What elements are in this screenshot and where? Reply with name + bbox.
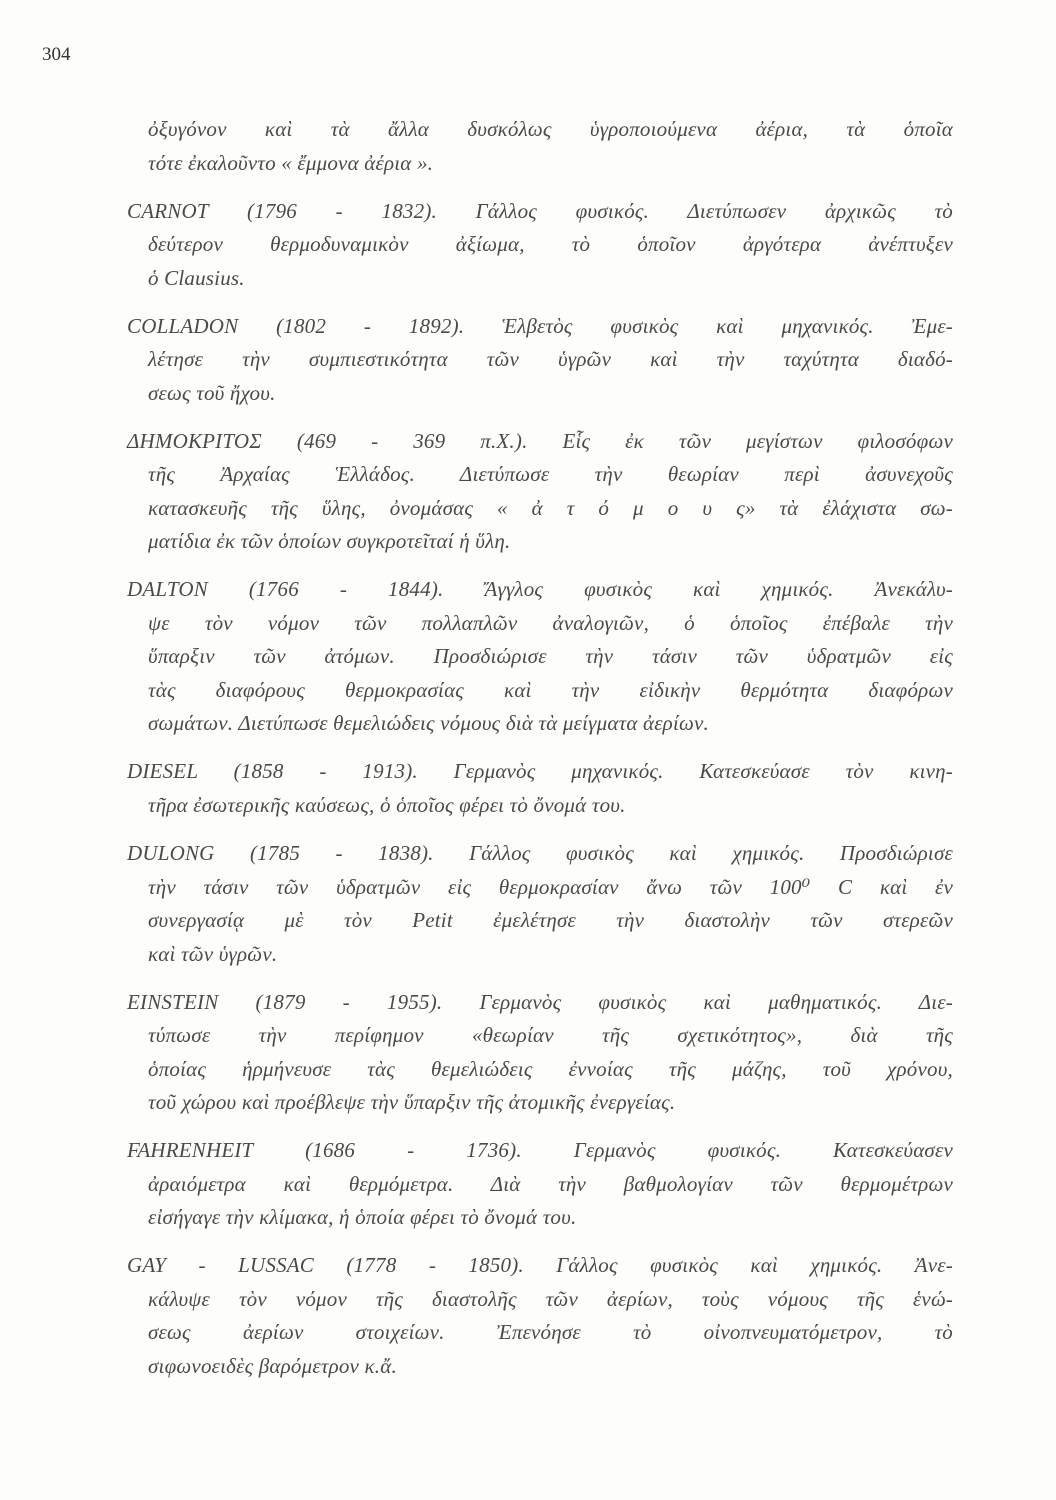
glossary-body	[127, 113, 953, 1398]
text-line: DALTON (1766 - 1844). Ἄγγλος φυσικὸς καὶ χημικός. Ἀνεκάλυ-	[127, 577, 953, 602]
glossary-entry	[127, 425, 953, 559]
text-line: τὴν τάσιν τῶν ὑδρατμῶν εἰς θερμοκρασίαν ἄνω τῶν 100⁰ C καὶ ἐν	[148, 874, 953, 899]
text-line: τότε ἐκαλοῦντο « ἔμμονα ἀέρια ».	[148, 150, 434, 175]
glossary-entry	[127, 755, 953, 822]
text-line: σιφωνοειδὲς βαρόμετρον κ.ἄ.	[148, 1353, 397, 1378]
text-line: τῆρα ἐσωτερικῆς καύσεως, ὁ ὁποῖος φέρει τὸ ὄνομά του.	[148, 792, 626, 817]
glossary-entry	[127, 573, 953, 741]
text-line: τοῦ χώρου καὶ προέβλεψε τὴν ὕπαρξιν τῆς ἀτομικῆς ἐνεργείας.	[148, 1090, 676, 1115]
text-line: ὁποίας ἡρμήνευσε τὰς θεμελιώδεις ἐννοίας τῆς μάζης, τοῦ χρόνου,	[148, 1056, 953, 1081]
text-line: EINSTEIN (1879 - 1955). Γερμανὸς φυσικὸς καὶ μαθηματικός. Διε-	[127, 989, 953, 1014]
text-line: ψε τὸν νόμον τῶν πολλαπλῶν ἀναλογιῶν, ὁ ὁποῖος ἐπέβαλε τὴν	[148, 610, 953, 635]
text-line: σεως ἀερίων στοιχείων. Ἐπενόησε τὸ οἰνοπνευματόμετρον, τὸ	[148, 1320, 953, 1345]
text-line: ὁ Clausius.	[148, 265, 245, 290]
glossary-entry	[127, 113, 953, 180]
glossary-entry	[127, 1134, 953, 1235]
glossary-entry	[127, 310, 953, 411]
text-line: τῆς Ἀρχαίας Ἑλλάδος. Διετύπωσε τὴν θεωρίαν περὶ ἀσυνεχοῦς	[148, 462, 953, 487]
text-line: εἰσήγαγε τὴν κλίμακα, ἡ ὁποία φέρει τὸ ὄνομά του.	[148, 1205, 577, 1230]
text-line: COLLADON (1802 - 1892). Ἑλβετὸς φυσικὸς καὶ μηχανικός. Ἐμε-	[127, 313, 953, 338]
text-line: σεως τοῦ ἤχου.	[148, 380, 276, 405]
text-line: κάλυψε τὸν νόμον τῆς διαστολῆς τῶν ἀερίων, τοὺς νόμους τῆς ἑνώ-	[148, 1286, 953, 1311]
glossary-entry	[127, 195, 953, 296]
text-line: τύπωσε τὴν περίφημον «θεωρίαν τῆς σχετικότητος», διὰ τῆς	[148, 1023, 953, 1048]
text-line: σωμάτων. Διετύπωσε θεμελιώδεις νόμους διὰ τὰ μείγματα ἀερίων.	[148, 711, 709, 736]
text-line: ἀραιόμετρα καὶ θερμόμετρα. Διὰ τὴν βαθμολογίαν τῶν θερμομέτρων	[148, 1171, 953, 1196]
text-line: DULONG (1785 - 1838). Γάλλος φυσικὸς καὶ χημικός. Προσδιώρισε	[127, 841, 953, 866]
text-line: κατασκευῆς τῆς ὕλης, ὀνομάσας « ἀ τ ό μ ο υ ς» τὰ ἐλάχιστα σω-	[148, 495, 953, 520]
text-line: καὶ τῶν ὑγρῶν.	[148, 941, 278, 966]
glossary-entry	[127, 986, 953, 1120]
text-line: δεύτερον θερμοδυναμικὸν ἀξίωμα, τὸ ὁποῖον ἀργότερα ἀνέπτυξεν	[148, 232, 953, 257]
text-line: DIESEL (1858 - 1913). Γερμανὸς μηχανικός. Κατεσκεύασε τὸν κινη-	[127, 759, 953, 784]
text-line: GAY - LUSSAC (1778 - 1850). Γάλλος φυσικὸς καὶ χημικός. Ἀνε-	[127, 1253, 953, 1278]
text-line: συνεργασίᾳ μὲ τὸν Petit ἐμελέτησε τὴν διαστολὴν τῶν στερεῶν	[148, 908, 953, 933]
text-line: ματίδια ἐκ τῶν ὁποίων συγκροτεῖταί ἡ ὕλη.	[148, 529, 511, 554]
glossary-entry	[127, 1249, 953, 1383]
text-line: ὀξυγόνον καὶ τὰ ἄλλα δυσκόλως ὑγροποιούμενα ἀέρια, τὰ ὁποῖα	[148, 117, 953, 141]
text-line: τὰς διαφόρους θερμοκρασίας καὶ τὴν εἰδικὴν θερμότητα διαφόρων	[148, 677, 953, 702]
text-line: CARNOT (1796 - 1832). Γάλλος φυσικός. Διετύπωσεν ἀρχικῶς τὸ	[127, 198, 953, 223]
text-line: ὕπαρξιν τῶν ἀτόμων. Προσδιώρισε τὴν τάσιν τῶν ὑδρατμῶν εἰς	[148, 644, 953, 669]
text-line: FAHRENHEIT (1686 - 1736). Γερμανὸς φυσικός. Κατεσκεύασεν	[127, 1138, 953, 1163]
text-line: ΔΗΜΟΚΡΙΤΟΣ (469 - 369 π.Χ.). Εἷς ἐκ τῶν μεγίστων φιλοσόφων	[127, 428, 953, 453]
text-line: λέτησε τὴν συμπιεστικότητα τῶν ὑγρῶν καὶ τὴν ταχύτητα διαδό-	[148, 347, 953, 372]
glossary-entry	[127, 837, 953, 971]
page-number: 304	[42, 44, 71, 65]
